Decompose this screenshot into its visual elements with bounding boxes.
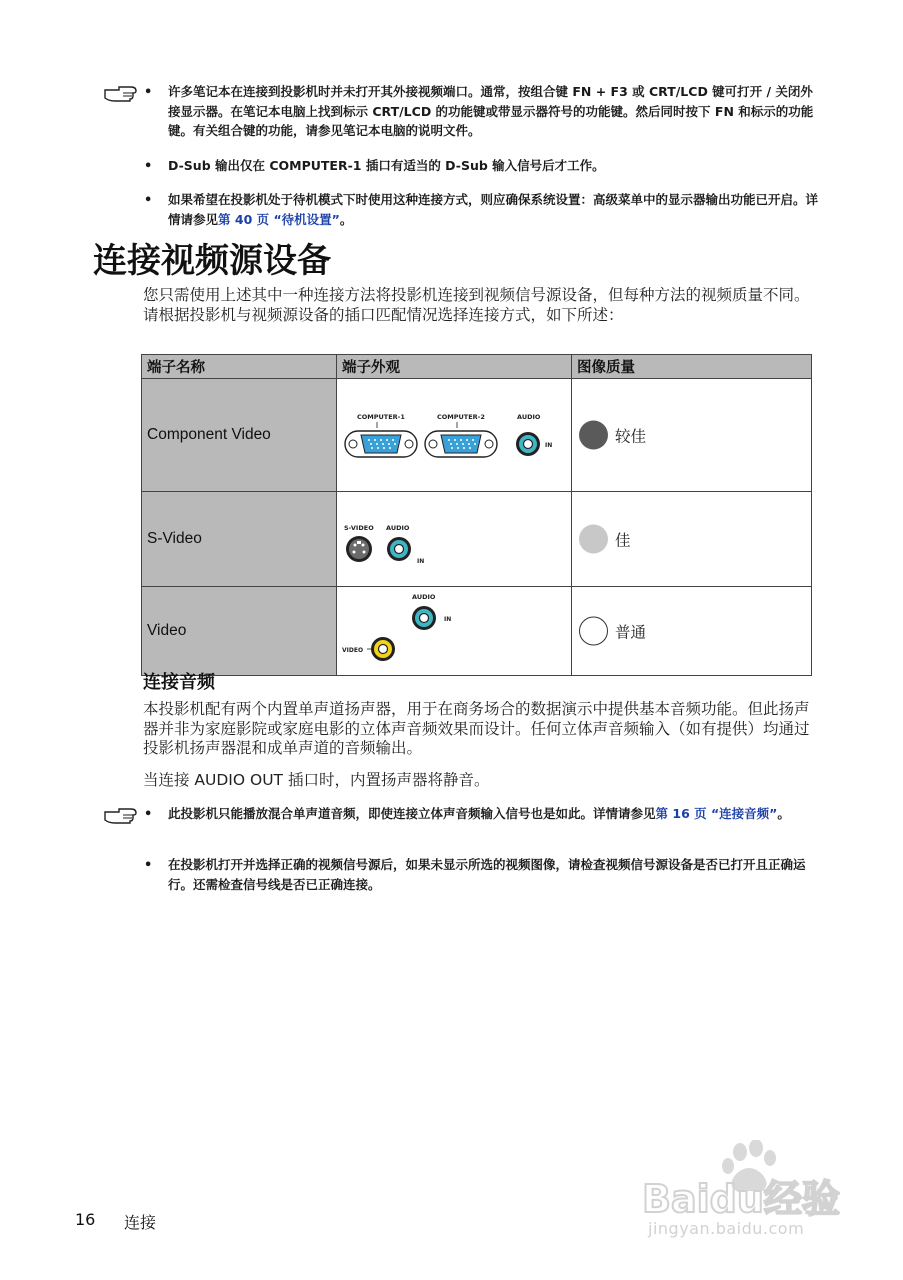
quality-label: 普通 — [615, 624, 647, 641]
svideo-ports-icon — [337, 492, 571, 581]
bullet: • — [144, 807, 153, 822]
audio-section-title: 连接音频 — [143, 672, 215, 693]
port-label: IN — [444, 616, 452, 623]
header-terminal-name: 端子名称 — [142, 355, 337, 379]
port-label: COMPUTER-1 — [357, 413, 405, 421]
quality-dot — [579, 421, 608, 450]
port-label: VIDEO — [342, 647, 364, 654]
note-item: 此投影机只能播放混合单声道音频，即使连接立体声音频输入信号也是如此。详情请参见第 16 页 “连接音频”。 — [168, 806, 790, 821]
note-item: D-Sub 输出仅在 COMPUTER-1 插口有适当的 D-Sub 输入信号后才工作。 — [168, 158, 605, 173]
header-terminal-look: 端子外观 — [337, 355, 572, 379]
bullet: • — [144, 159, 153, 174]
port-label: COMPUTER-2 — [437, 413, 485, 421]
watermark-url: jingyan.baidu.com — [648, 1219, 805, 1238]
note-item: 如果希望在投影机处于待机模式下时使用这种连接方式，则应确保系统设置：高级菜单中的显示器输出功能已开启。详情请参见第 40 页 “待机设置”。 — [168, 192, 819, 227]
port-illustration — [337, 492, 572, 587]
port-label: AUDIO — [517, 413, 541, 421]
port-label: AUDIO — [412, 593, 436, 601]
port-label: IN — [545, 442, 553, 449]
quality-dot — [579, 617, 608, 646]
pointing-hand-icon — [103, 84, 139, 104]
note-item: 在投影机打开并选择正确的视频信号源后，如果未显示所选的视频图像，请检查视频信号源设备是否已打开且正确运行。还需检查信号线是否已正确连接。 — [168, 857, 806, 892]
quality-label: 较佳 — [615, 428, 647, 445]
audio-out-paragraph: 当连接 AUDIO OUT 插口时，内置扬声器将静音。 — [143, 771, 490, 789]
port-label: AUDIO — [386, 524, 410, 532]
quality-cell — [572, 492, 812, 587]
terminal-name: Video — [142, 587, 337, 676]
quality-dot — [579, 525, 608, 554]
terminal-name: Component Video — [142, 379, 337, 492]
quality-cell — [572, 379, 812, 492]
port-label: S-VIDEO — [344, 524, 374, 532]
table-row — [142, 587, 812, 676]
note-item: 许多笔记本在连接到投影机时并未打开其外接视频端口。通常，按组合键 FN + F3 或 CRT/LCD 键可打开 / 关闭外接显示器。在笔记本电脑上找到标示 CRT/LCD 的功能键或带显示器符号的功能键。然后同时按下 FN 和标示的功能键。有关组合键的功能，请参见笔记本电脑的说明文件。 — [168, 84, 814, 138]
quality-cell — [572, 587, 812, 676]
terminal-name: S-Video — [142, 492, 337, 587]
page-link[interactable]: 第 16 页 “连接音频” — [655, 806, 778, 821]
port-illustration — [337, 587, 572, 676]
header-image-quality: 图像质量 — [572, 355, 812, 379]
connection-table — [141, 354, 812, 676]
pointing-hand-icon — [103, 806, 139, 826]
page-number: 16 — [75, 1210, 96, 1229]
bullet: • — [144, 85, 153, 100]
table-row — [142, 379, 812, 492]
watermark-brand: Baidu经验 — [642, 1177, 840, 1221]
page-link[interactable]: 第 40 页 “待机设置” — [218, 211, 340, 227]
bullet: • — [144, 858, 153, 873]
bullet: • — [144, 193, 153, 208]
table-header-row — [142, 355, 812, 379]
quality-label: 佳 — [615, 532, 631, 549]
component-ports-icon — [337, 379, 571, 486]
chapter-label: 连接 — [124, 1213, 157, 1232]
section-title: 连接视频源设备 — [93, 241, 331, 281]
video-ports-icon — [337, 587, 571, 670]
audio-paragraph: 本投影机配有两个内置单声道扬声器，用于在商务场合的数据演示中提供基本音频功能。但此扬声器并非为家庭影院或家庭电影的立体声音频效果而设计。任何立体声音频输入（如有提供）均通过投影机扬声器混和成单声道的音频输出。 — [143, 700, 810, 757]
table-row — [142, 492, 812, 587]
port-label: IN — [417, 558, 425, 565]
intro-paragraph: 您只需使用上述其中一种连接方法将投影机连接到视频信号源设备，但每种方法的视频质量不同。请根据投影机与视频源设备的插口匹配情况选择连接方式，如下所述： — [143, 286, 810, 324]
port-illustration — [337, 379, 572, 492]
